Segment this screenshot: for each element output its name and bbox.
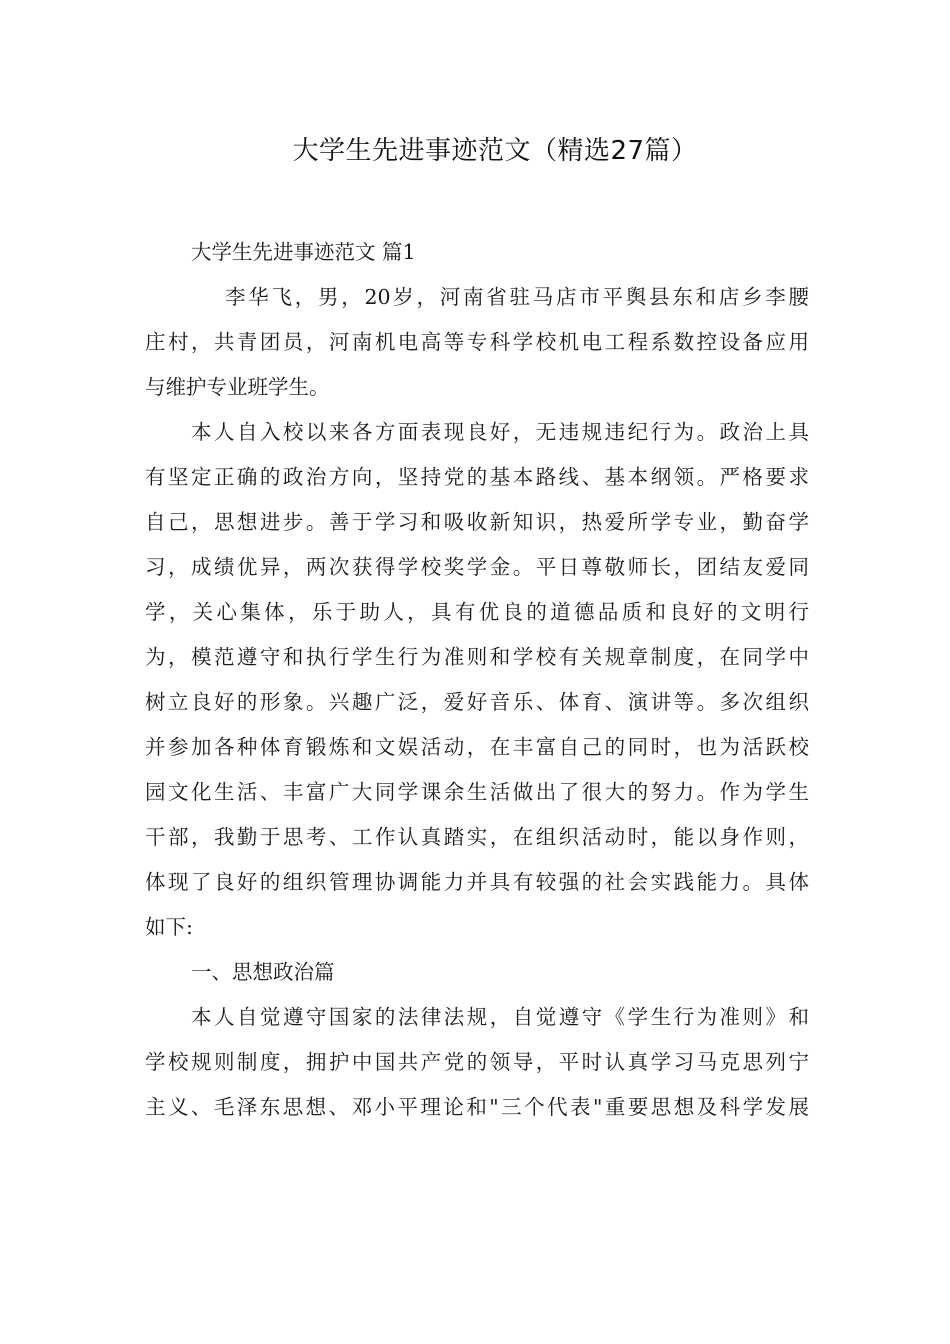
text-line: 自己，思想进步。善于学习和吸收新知识，热爱所学专业，勤奋学 bbox=[145, 510, 809, 534]
text-line: 体现了良好的组织管理协调能力并具有较强的社会实践能力。具体 bbox=[145, 870, 809, 894]
text-line: 为，模范遵守和执行学生行为准则和学校有关规章制度，在同学中 bbox=[145, 645, 809, 669]
text-line: 树立良好的形象。兴趣广泛，爱好音乐、体育、演讲等。多次组织 bbox=[145, 690, 809, 714]
text-line: 习，成绩优异，两次获得学校奖学金。平日尊敬师长，团结友爱同 bbox=[145, 555, 809, 579]
text-line: 如下: bbox=[145, 915, 193, 939]
text-line: 园文化生活、丰富广大同学课余生活做出了很大的努力。作为学生 bbox=[145, 780, 809, 804]
text-line: 学校规则制度，拥护中国共产党的领导，平时认真学习马克思列宁 bbox=[145, 1050, 809, 1074]
document-body bbox=[145, 235, 809, 1135]
text-line: 庄村，共青团员，河南机电高等专科学校机电工程系数控设备应用 bbox=[145, 330, 809, 354]
text-line: 干部，我勤于思考、工作认真踏实，在组织活动时，能以身作则， bbox=[145, 825, 809, 849]
text-line: 学，关心集体，乐于助人，具有优良的道德品质和良好的文明行 bbox=[145, 600, 809, 624]
text-line: 主义、毛泽东思想、邓小平理论和"三个代表"重要思想及科学发展 bbox=[145, 1095, 809, 1119]
text-line: 本人自觉遵守国家的法律法规，自觉遵守《学生行为准则》和 bbox=[191, 1005, 809, 1029]
text-line: 与维护专业班学生。 bbox=[145, 375, 330, 399]
text-line: 一、思想政治篇 bbox=[191, 960, 335, 984]
text-line: 李华飞，男，20岁，河南省驻马店市平舆县东和店乡李腰 bbox=[225, 285, 809, 309]
text-line: 本人自入校以来各方面表现良好，无违规违纪行为。政治上具 bbox=[191, 420, 809, 444]
text-line: 有坚定正确的政治方向，坚持党的基本路线、基本纲领。严格要求 bbox=[145, 465, 809, 489]
text-line: 并参加各种体育锻炼和文娱活动，在丰富自己的同时，也为活跃校 bbox=[145, 735, 809, 759]
document-title: 大学生先进事迹范文（精选27篇） bbox=[292, 136, 698, 166]
text-line: 大学生先进事迹范文 篇1 bbox=[191, 240, 416, 264]
